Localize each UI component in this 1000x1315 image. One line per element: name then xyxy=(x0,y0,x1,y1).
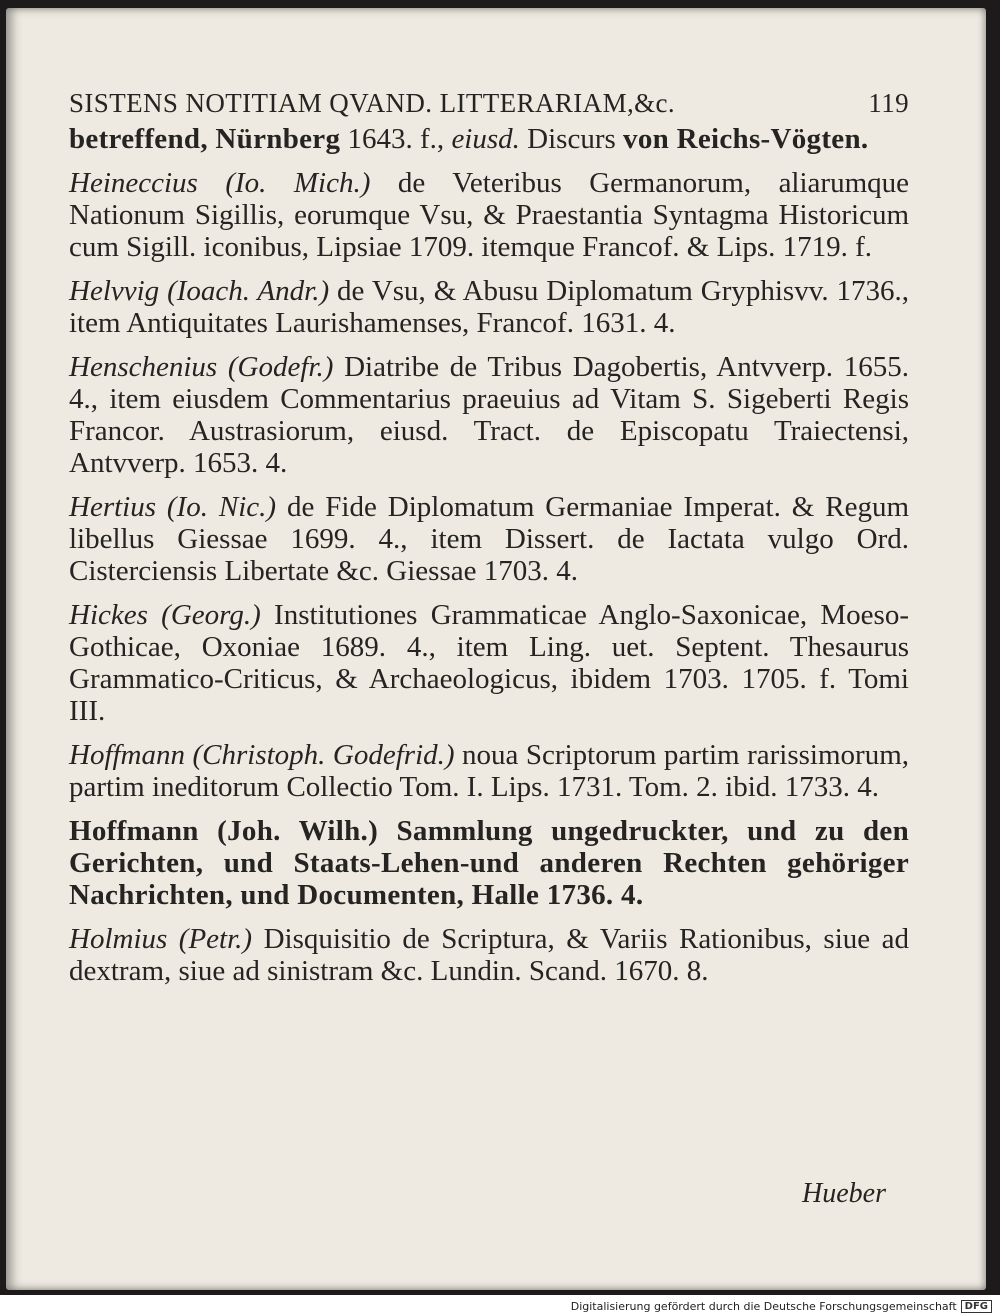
entry-text: Diatribe de Tribus Dagobertis, Antvverp. 1655. 4., item eiusdem Commentarius praeuius ad Vitam S. Sigeberti Regis Francor. Austrasiorum, eiusd. Tract. de Episcopatu Traiectensi, Antvverp. 1653. 4. xyxy=(69,351,909,479)
entry-author: Helvvig (Ioach. Andr.) xyxy=(69,275,330,307)
entry-author: Hoffmann (Christoph. Godefrid.) xyxy=(69,739,455,771)
book-page xyxy=(6,8,986,1290)
entry-author: Hertius (Io. Nic.) xyxy=(69,491,277,523)
bib-entry xyxy=(69,491,909,587)
entry-text: Institutiones Grammaticae Anglo-Saxonicae, Moeso-Gothicae, Oxoniae 1689. 4., item Ling. uet. Septent. Thesaurus Grammatico-Criticus, & Archaeologicus, ibidem 1703. 1705. f. Tomi III. xyxy=(69,599,909,727)
page-number: 119 xyxy=(868,88,909,118)
continuation-entry: betreffend, Nürnberg 1643. f., eiusd. Discurs von Reichs-Vögten. xyxy=(69,123,869,155)
running-header xyxy=(69,88,909,119)
bib-entry xyxy=(69,599,909,727)
bib-entry xyxy=(69,351,909,479)
bib-entry xyxy=(69,275,909,339)
page-content xyxy=(69,88,909,999)
entry-author: Heineccius (Io. Mich.) xyxy=(69,167,371,199)
entry-author: Henschenius (Godefr.) xyxy=(69,351,334,383)
bib-entry xyxy=(69,923,909,987)
entry-author: Hoffmann (Joh. Wilh.) xyxy=(69,815,379,847)
header-title: SISTENS NOTITIAM QVAND. LITTERARIAM,&c. xyxy=(69,88,676,118)
entry-text: de Veteribus Germanorum, aliarumque Nationum Sigillis, eorumque Vsu, & Praestantia Syntagma Historicum cum Sigill. iconibus, Lipsiae 1709. itemque Francof. & Lips. 1719. f. xyxy=(69,167,910,263)
catchword: Hueber xyxy=(802,1178,886,1209)
entry-text: de Fide Diplomatum Germaniae Imperat. & Regum libellus Giessae 1699. 4., item Dissert. de Iactata vulgo Ord. Cisterciensis Libertate &c. Giessae 1703. 4. xyxy=(69,491,910,587)
footer xyxy=(571,1300,992,1313)
dfg-logo-icon: DFG xyxy=(961,1300,992,1313)
entry-text: Disquisitio de Scriptura, & Variis Rationibus, siue ad dextram, siue ad sinistram &c. Lundin. Scand. 1670. 8. xyxy=(69,923,909,987)
bib-entry xyxy=(69,739,909,803)
footer-text: Digitalisierung gefördert durch die Deutsche Forschungsgemeinschaft xyxy=(570,1300,957,1313)
bib-entry xyxy=(69,167,909,263)
entry-text: noua Scriptorum partim rarissimorum, partim ineditorum Collectio Tom. I. Lips. 1731. Tom. 2. ibid. 1733. 4. xyxy=(69,739,910,803)
entry-author: Hickes (Georg.) xyxy=(69,599,261,631)
entry-text: de Vsu, & Abusu Diplomatum Gryphisvv. 1736., item Antiquitates Laurishamenses, Francof. 1631. 4. xyxy=(69,275,909,339)
entry-author: Holmius (Petr.) xyxy=(69,923,253,955)
bib-entry xyxy=(69,815,909,911)
entry-text: Sammlung ungedruckter, und zu den Gerichten, und Staats-Lehen-und anderen Rechten gehöriger Nachrichten, und Documenten, Halle 1736. 4. xyxy=(69,815,909,911)
